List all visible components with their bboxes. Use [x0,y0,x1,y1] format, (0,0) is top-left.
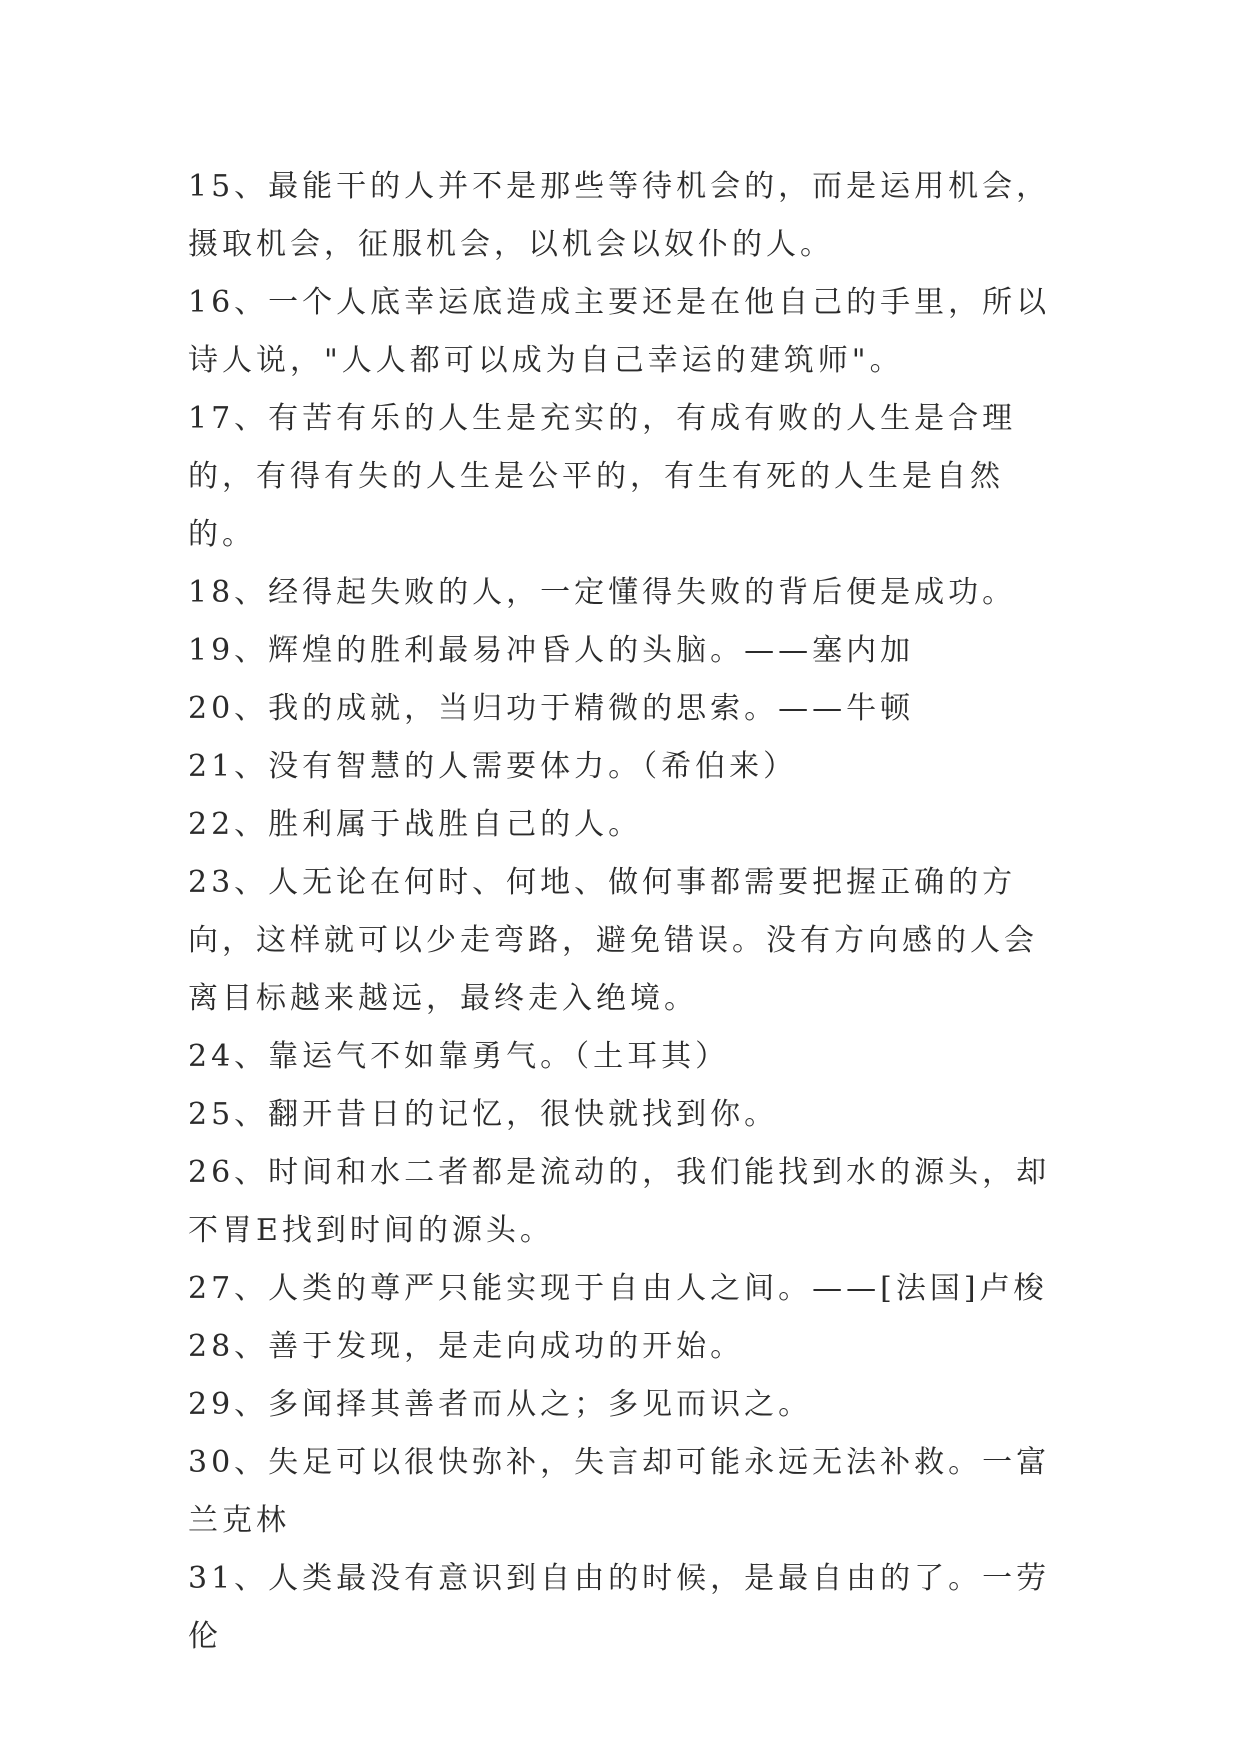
quote-19: 19、辉煌的胜利最易冲昏人的头脑。——塞内加 [188,633,915,668]
quote-27: 27、人类的尊严只能实现于自由人之间。——[法国]卢梭 [188,1271,1048,1306]
quote-26: 26、时间和水二者都是流动的，我们能找到水的源头，却不胃E找到时间的源头。 [188,1155,1051,1248]
quote-28: 28、善于发现，是走向成功的开始。 [188,1329,745,1364]
quote-22: 22、胜利属于战胜自己的人。 [188,807,643,842]
quote-25: 25、翻开昔日的记忆，很快就找到你。 [188,1097,779,1132]
quote-29: 29、多闻择其善者而从之；多见而识之。 [188,1387,813,1422]
quote-23: 23、人无论在何时、何地、做何事都需要把握正确的方向，这样就可以少走弯路，避免错误。没有方向感的人会离目标越来越远，最终走入绝境。 [188,865,1038,1016]
quote-15: 15、最能干的人并不是那些等待机会的，而是运用机会，摄取机会，征服机会，以机会以奴仆的人。 [188,169,1051,262]
quote-list [188,158,1068,1666]
quote-31: 31、人类最没有意识到自由的时候，是最自由的了。一劳伦 [188,1561,1051,1654]
quote-30: 30、失足可以很快弥补，失言却可能永远无法补救。一富兰克林 [188,1445,1051,1538]
quote-21: 21、没有智慧的人需要体力。（希伯来） [188,749,798,784]
quote-20: 20、我的成就，当归功于精微的思索。——牛顿 [188,691,915,726]
quote-18: 18、经得起失败的人，一定懂得失败的背后便是成功。 [188,575,1017,610]
quote-16: 16、一个人底幸运底造成主要还是在他自己的手里，所以诗人说，"人人都可以成为自己幸运的建筑师"。 [188,285,1051,378]
quote-17: 17、有苦有乐的人生是充实的，有成有败的人生是合理的，有得有失的人生是公平的，有生有死的人生是自然的。 [188,401,1017,552]
quote-24: 24、靠运气不如靠勇气。（土耳其） [188,1039,730,1074]
